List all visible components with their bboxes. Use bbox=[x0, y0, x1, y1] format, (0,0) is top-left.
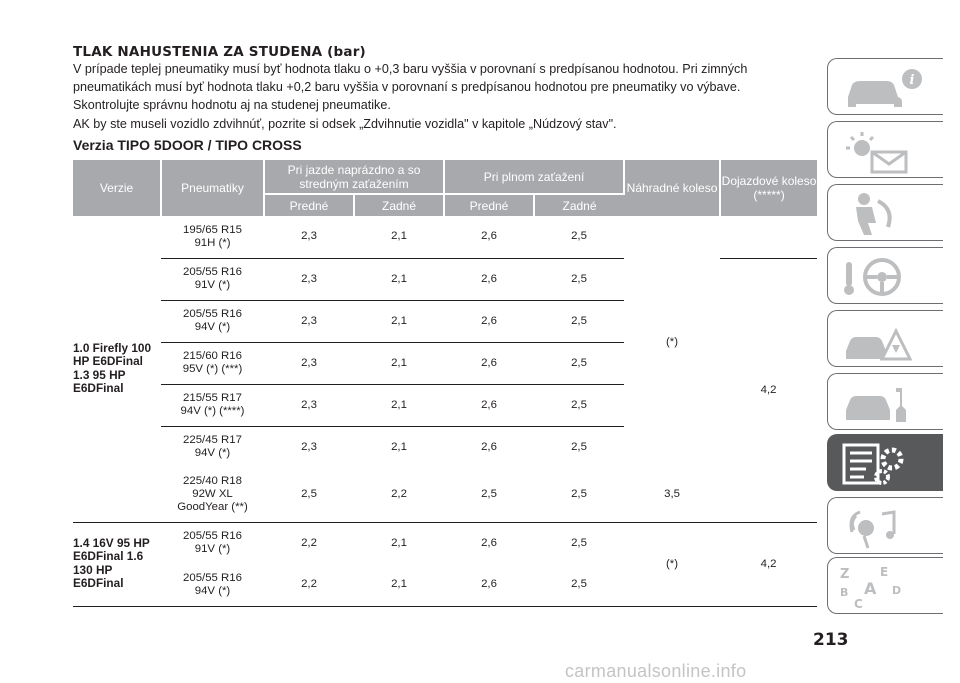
pressure-cell: 2,3 bbox=[264, 384, 354, 426]
compact-spare-cell: 4,2 bbox=[720, 258, 817, 522]
pressure-cell: 2,1 bbox=[354, 342, 444, 384]
pressure-cell: 2,5 bbox=[534, 384, 624, 426]
svg-text:Z: Z bbox=[840, 567, 850, 582]
breakdown-warning-icon bbox=[834, 315, 938, 365]
chapter-tab-multimedia[interactable] bbox=[827, 497, 943, 554]
intro-text bbox=[73, 60, 793, 133]
chapter-tab-maintenance[interactable] bbox=[827, 373, 943, 430]
watermark: carmanualsonline.info bbox=[565, 661, 747, 681]
car-maintenance-icon bbox=[834, 378, 938, 428]
pressure-cell: 2,6 bbox=[444, 300, 534, 342]
header-spare-wheel: Náhradné koleso bbox=[624, 160, 720, 216]
car-info-icon bbox=[834, 63, 938, 113]
header-rear: Zadné bbox=[354, 194, 444, 216]
tyre-cell bbox=[161, 426, 264, 468]
pressure-cell: 2,6 bbox=[444, 216, 534, 258]
intro-line: V prípade teplej pneumatiky musí byť hodnota tlaku o +0,3 baru vyššia v porovnaní s predpísanou hodnotou. Pri zimných bbox=[73, 62, 748, 76]
pressure-cell: 2,3 bbox=[264, 342, 354, 384]
chapter-tab-technical-data[interactable] bbox=[827, 434, 943, 491]
tyre-cell bbox=[161, 216, 264, 258]
pressure-cell: 2,5 bbox=[571, 536, 587, 549]
header-front: Predné bbox=[264, 194, 354, 216]
pressure-cell: 2,5 bbox=[534, 564, 624, 606]
svg-text:i: i bbox=[909, 73, 915, 88]
header-unloaded: Pri jazde naprázdno a so stredným zaťažením bbox=[264, 160, 444, 194]
tyre-cell bbox=[161, 384, 264, 426]
pressure-cell: 2,2 bbox=[301, 536, 317, 549]
tyre-size: 205/55 R16 bbox=[183, 308, 242, 320]
version-cell: 1.4 16V 95 HP E6DFinal 1.6 130 HP E6DFinal bbox=[73, 522, 161, 606]
tyre-cell bbox=[161, 300, 264, 342]
pressure-cell: 2,6 bbox=[481, 536, 497, 549]
header-front: Predné bbox=[444, 194, 534, 216]
intro-line: pneumatikách musí byť hodnota tlaku +0,2 baru vyššia v porovnaní s predpísanou hodnotou pre pneumatiky vo výbave. bbox=[73, 80, 741, 95]
pressure-cell: 2,6 bbox=[444, 342, 534, 384]
pressure-cell: 2,1 bbox=[354, 216, 444, 258]
tyre-cell bbox=[161, 564, 264, 606]
seatbelt-airbag-icon bbox=[834, 189, 938, 239]
spare-wheel-cell: (*) bbox=[666, 335, 679, 348]
svg-text:E: E bbox=[880, 565, 889, 579]
tyre-size: 205/55 R16 bbox=[183, 530, 242, 543]
tyre-index: 94V (*) bbox=[194, 447, 231, 460]
tyre-index: 94V (*) (****) bbox=[180, 405, 245, 417]
tyre-size: 215/60 R16 bbox=[183, 350, 242, 362]
chapter-tab-warning-lights[interactable] bbox=[827, 121, 943, 178]
tyre-cell bbox=[161, 342, 264, 384]
warning-lights-icon bbox=[834, 126, 938, 176]
svg-text:C: C bbox=[854, 597, 863, 611]
section-title: TLAK NAHUSTENIA ZA STUDENA (bar) bbox=[73, 44, 366, 60]
pressure-cell: 2,1 bbox=[391, 536, 407, 549]
tyre-index: 91V (*) bbox=[194, 543, 231, 556]
pressure-cell: 2,2 bbox=[264, 564, 354, 606]
intro-line: AK by ste museli vozidlo zdvihnúť, pozrite si odsek „Zdvihnutie vozidla" v kapitole „Núdzový stav". bbox=[73, 116, 617, 131]
tyre-size: 195/65 R15 bbox=[183, 223, 242, 236]
pressure-cell: 2,3 bbox=[301, 440, 317, 453]
tyre-index: 94V (*) bbox=[194, 584, 231, 597]
tyre-size: 225/40 R18 bbox=[183, 475, 242, 488]
tyre-size: 205/55 R16 bbox=[183, 571, 242, 584]
chapter-tab-index[interactable] bbox=[827, 557, 943, 614]
multimedia-icon bbox=[834, 502, 938, 552]
pressure-cell: 2,5 bbox=[534, 258, 624, 300]
tyre-size: 205/55 R16 bbox=[183, 266, 242, 278]
table-row bbox=[73, 468, 817, 522]
pressure-cell: 2,5 bbox=[534, 342, 624, 384]
pressure-cell: 2,3 bbox=[264, 258, 354, 300]
pressure-cell: 2,5 bbox=[264, 468, 354, 522]
pressure-cell: 2,5 bbox=[534, 300, 624, 342]
header-compact-spare: Dojazdové koleso (*****) bbox=[720, 160, 817, 216]
pressure-cell: 2,5 bbox=[534, 216, 624, 258]
table-row bbox=[73, 216, 817, 258]
header-rear: Zadné bbox=[534, 194, 624, 216]
pressure-cell: 2,3 bbox=[264, 300, 354, 342]
tyre-cell bbox=[161, 468, 264, 522]
tyre-index: 91H (*) bbox=[194, 236, 231, 249]
spare-wheel-cell: (*) bbox=[624, 522, 720, 606]
chapter-tab-safety[interactable] bbox=[827, 184, 943, 241]
tyre-cell bbox=[161, 258, 264, 300]
tyre-index: 91V (*) bbox=[194, 279, 231, 291]
svg-text:A: A bbox=[864, 579, 877, 598]
pressure-cell: 2,2 bbox=[354, 468, 444, 522]
version-cell: 1.0 Firefly 100 HP E6DFinal 1.3 95 HP E6DFinal bbox=[73, 216, 161, 522]
pressure-cell: 2,1 bbox=[391, 440, 407, 453]
tyre-size: 215/55 R17 bbox=[183, 392, 242, 404]
header-full-load: Pri plnom zaťažení bbox=[444, 160, 624, 194]
header-tyres: Pneumatiky bbox=[161, 160, 264, 216]
pressure-cell: 2,3 bbox=[264, 216, 354, 258]
chapter-tab-starting-driving[interactable] bbox=[827, 247, 943, 304]
tyre-index: 95V (*) (***) bbox=[182, 363, 243, 375]
tyre-cell bbox=[161, 522, 264, 564]
pressure-cell: 2,1 bbox=[354, 258, 444, 300]
steering-wheel-key-icon bbox=[834, 252, 938, 302]
pressure-cell: 2,6 bbox=[444, 258, 534, 300]
pressure-cell: 2,1 bbox=[354, 384, 444, 426]
tyre-size: 225/45 R17 bbox=[183, 434, 242, 447]
technical-data-icon bbox=[834, 439, 938, 489]
pressure-cell: 2,1 bbox=[354, 300, 444, 342]
tyre-pressure-table bbox=[73, 160, 817, 607]
alphabetical-index-icon bbox=[834, 562, 938, 612]
chapter-tab-car-info[interactable] bbox=[827, 58, 943, 115]
pressure-cell: 2,5 bbox=[444, 468, 534, 522]
pressure-cell: 2,6 bbox=[481, 440, 497, 453]
pressure-cell: 2,5 bbox=[571, 440, 587, 453]
pressure-cell: 2,1 bbox=[354, 564, 444, 606]
pressure-cell: 2,6 bbox=[444, 384, 534, 426]
tyre-brand: GoodYear (**) bbox=[177, 501, 248, 514]
chapter-tab-emergency[interactable] bbox=[827, 310, 943, 367]
table-row bbox=[73, 522, 817, 564]
page-number: 213 bbox=[813, 630, 849, 650]
tyre-index: 94V (*) bbox=[194, 321, 231, 333]
spare-wheel-pressure-cell: 3,5 bbox=[624, 468, 720, 522]
compact-spare-empty-cell bbox=[720, 216, 817, 258]
tyre-index: 92W XL bbox=[192, 488, 233, 501]
pressure-cell: 2,5 bbox=[534, 468, 624, 522]
svg-text:B: B bbox=[840, 586, 849, 599]
pressure-cell: 2,6 bbox=[444, 564, 534, 606]
svg-text:D: D bbox=[892, 584, 902, 597]
compact-spare-cell: 4,2 bbox=[720, 522, 817, 606]
intro-line: Skontrolujte správnu hodnotu aj na studenej pneumatike. bbox=[73, 98, 391, 113]
table-title: Verzia TIPO 5DOOR / TIPO CROSS bbox=[73, 137, 302, 153]
header-version: Verzie bbox=[73, 160, 161, 216]
